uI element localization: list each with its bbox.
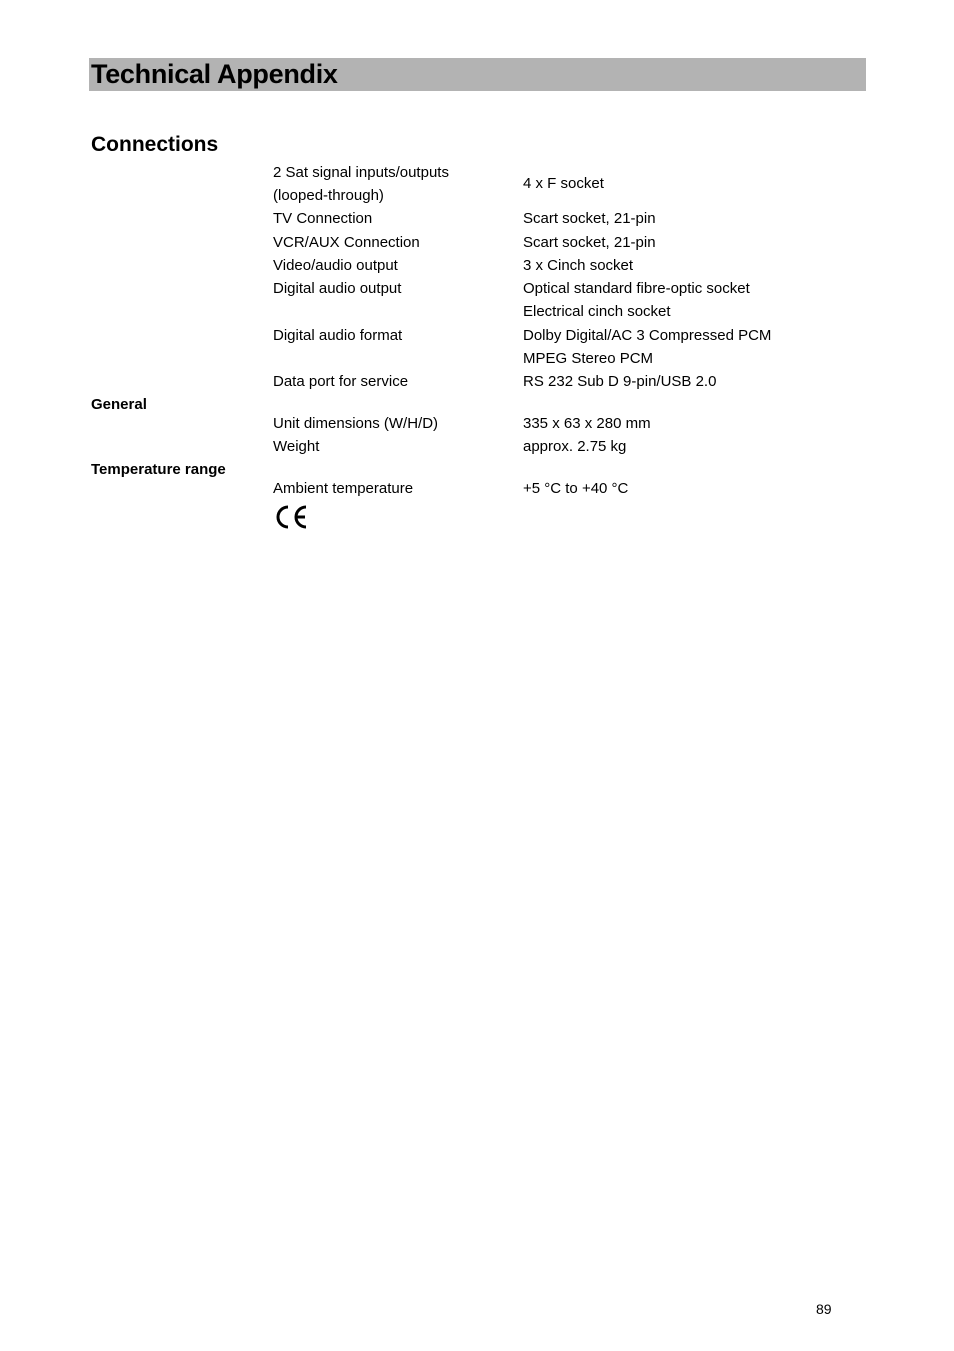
spec-value-video-audio-output: 3 x Cinch socket — [523, 257, 634, 274]
ce-mark-icon — [275, 504, 309, 530]
spec-value-unit-dimensions: 335 x 63 x 280 mm — [523, 415, 651, 432]
spec-value-digital-audio-output-line1: Optical standard fibre-optic socket — [523, 280, 750, 297]
general-heading: General — [91, 396, 147, 413]
spec-value-vcr-aux: Scart socket, 21-pin — [523, 234, 656, 251]
title-bar — [89, 58, 866, 91]
spec-label-sat-inputs-line2: (looped-through) — [273, 187, 384, 204]
spec-label-unit-dimensions: Unit dimensions (W/H/D) — [273, 415, 439, 432]
connections-heading: Connections — [91, 133, 219, 156]
spec-label-digital-audio-format: Digital audio format — [273, 327, 403, 344]
spec-value-digital-audio-format-line2: MPEG Stereo PCM — [523, 350, 654, 367]
spec-value-tv-connection: Scart socket, 21-pin — [523, 210, 656, 227]
spec-value-sat-inputs: 4 x F socket — [523, 175, 604, 192]
page-title: Technical Appendix — [91, 59, 338, 89]
spec-label-weight: Weight — [273, 438, 320, 455]
spec-value-weight: approx. 2.75 kg — [523, 438, 627, 455]
spec-label-ambient-temperature: Ambient temperature — [273, 480, 414, 497]
spec-label-digital-audio-output: Digital audio output — [273, 280, 402, 297]
spec-value-ambient-temperature: +5 °C to +40 °C — [523, 480, 629, 497]
spec-label-video-audio-output: Video/audio output — [273, 257, 398, 274]
spec-label-tv-connection: TV Connection — [273, 210, 373, 227]
spec-label-data-port: Data port for service — [273, 373, 409, 390]
spec-value-data-port: RS 232 Sub D 9-pin/USB 2.0 — [523, 373, 717, 390]
page-number: 89 — [816, 1301, 832, 1317]
temperature-heading: Temperature range — [91, 461, 226, 478]
spec-value-digital-audio-format-line1: Dolby Digital/AC 3 Compressed PCM — [523, 327, 772, 344]
spec-value-digital-audio-output-line2: Electrical cinch socket — [523, 303, 671, 320]
spec-label-vcr-aux: VCR/AUX Connection — [273, 234, 420, 251]
spec-label-sat-inputs-line1: 2 Sat signal inputs/outputs — [273, 164, 449, 181]
